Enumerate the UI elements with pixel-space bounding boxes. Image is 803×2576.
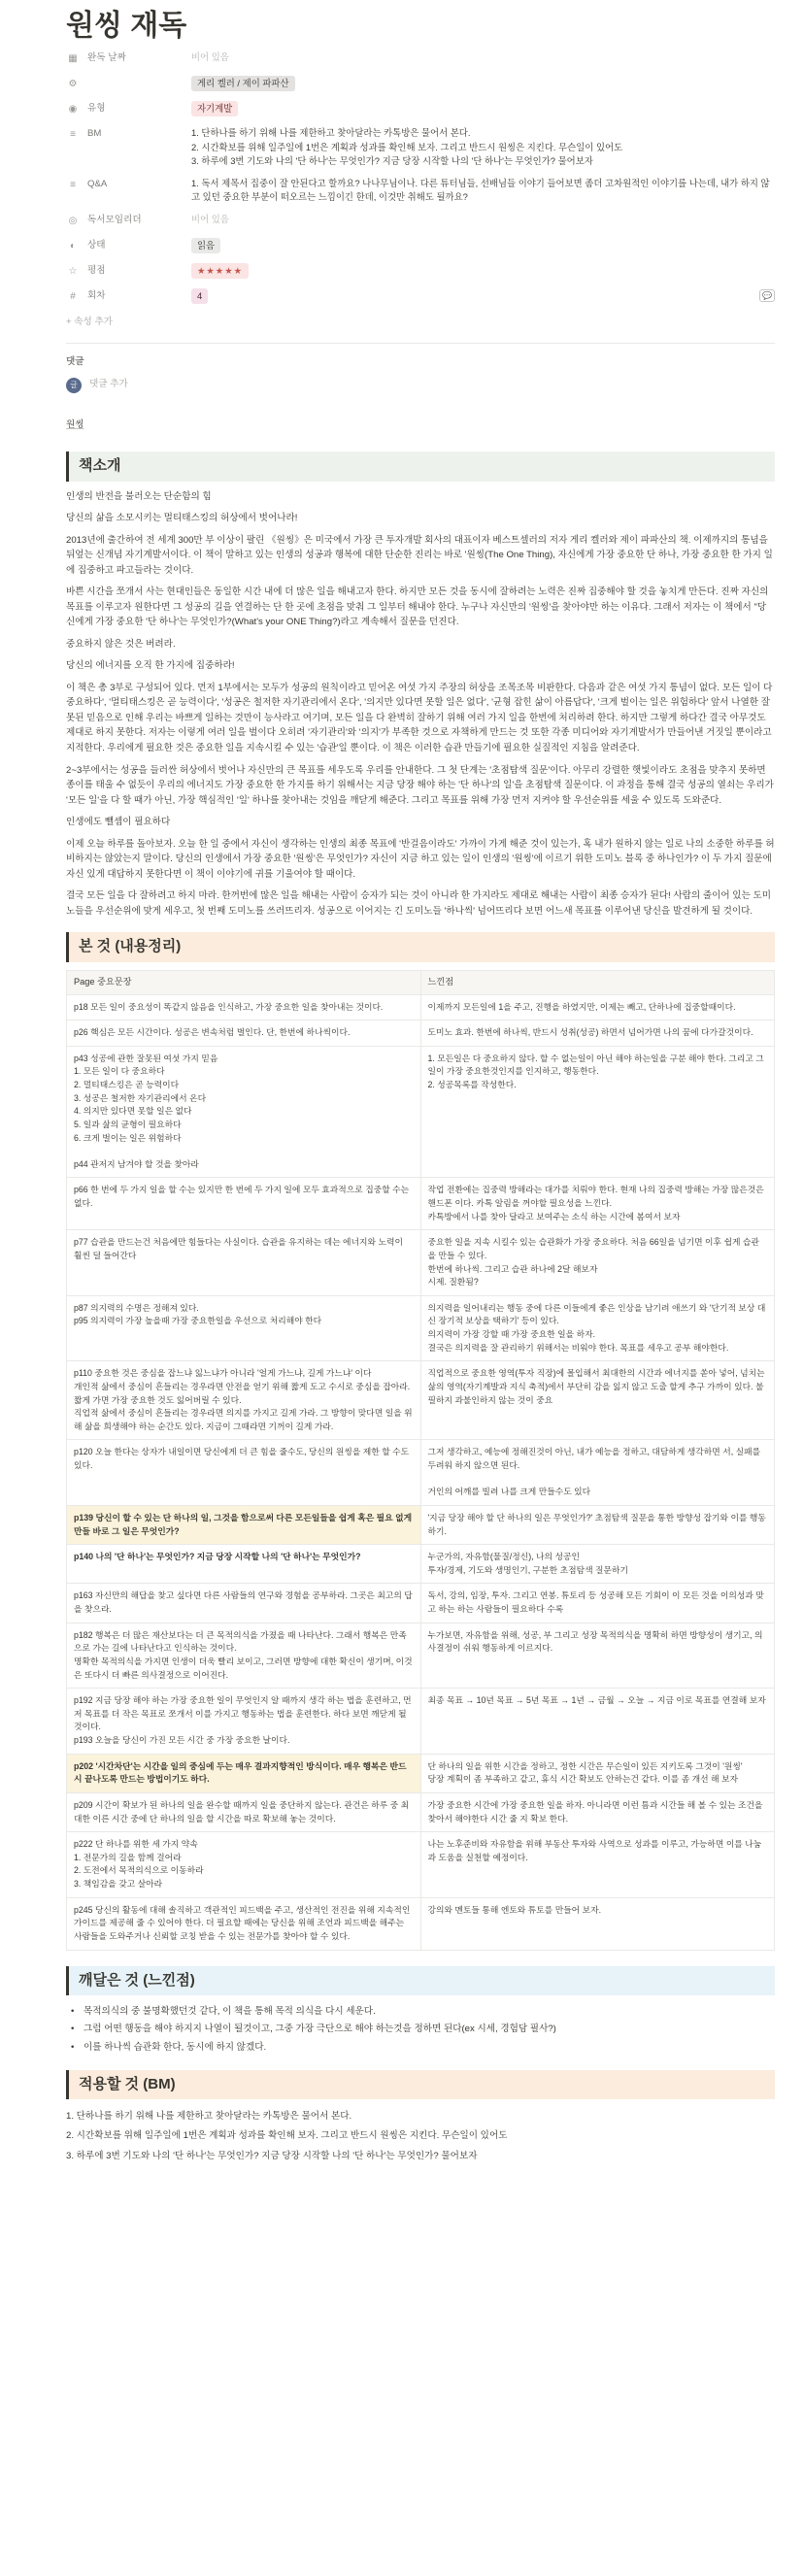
table-row xyxy=(67,1545,775,1584)
reflection-cell: 의지력을 일어내리는 행동 중에 다른 이들에게 좋은 인상을 남기려 애쓰기 와 '단기적 보상 대신 장기적 보상을 택하기' 등이 있다. 의지력이 가장 강할 때 가장 중요한 일을 하자. 결국은 의지력을 잘 관리하기 위해서는 비워야 한다. 목표를 세우고 공부 해야한다. xyxy=(420,1295,775,1361)
table-row xyxy=(67,1361,775,1440)
realized-list xyxy=(66,2003,775,2057)
property-line: 1. 독서 제목서 집중이 잘 안된다고 할까요? 나나무님이나. 다른 튜터님들, 선배님들 이야기 들어보면 좀더 고차원적인 이야기를 나는데, 내가 하지 않고 있던 중요한 부분이 떠오르는 느낌이긴 한데, 이것만 취해도 될까요? xyxy=(191,177,770,203)
paragraph: 2~3부에서는 성공을 들러싼 허상에서 벗어나 자신만의 큰 목표를 세우도록 우리를 안내한다. 그 첫 단계는 '초점탐색 질문'이다. 아무리 강렬한 햇빛이라도 초점을 맞추지 못하면 종이를 태울 수 없듯이 우리의 에너지도 가장 중요한 한 가지를 하기 위해서는 지금 당장 해야 하는 '단 하나'의 일'을 초점탐색 질문이다. 이 과정을 통해 결국 성공의 열쇠는 우리가 '모든 일'을 다 할 때가 아닌, 가장 핵심적인 '일' 하나를 찾아내는 것임을 깨닫게 해준다. 그리고 목표를 위해 가장 먼저 지켜야 할 우선순위를 세울 수 있도록 도와준다. xyxy=(66,764,774,806)
page-quote-cell: p77 습관을 만드는건 처음에만 힘들다는 사실이다. 습관을 유지하는 데는 에너지와 노력이 훨씬 덜 들어간다 xyxy=(67,1230,421,1296)
add-property-button[interactable]: + 속성 추가 xyxy=(66,316,114,327)
property-label: 회차 xyxy=(87,290,106,302)
page-quote-cell: p192 지금 당장 해야 하는 가장 중요한 일이 무엇인지 알 때까지 생각 하는 법을 훈련하고, 먼저 목표를 더 작은 목표로 쪼개서 이를 가지고 행동하는 법을 훈련한다. 하다 보면 깨닫게 될 것이다. p193 오늘을 당신이 가진 모든 시간 중 가장 중요한 날이다. xyxy=(67,1689,421,1755)
list-item: • 목적의식의 중 불명확했던것 같다, 이 책을 통해 목적 의식을 다시 세운다. xyxy=(66,2003,775,2021)
reflection-cell: 중요한 일을 지속 시킬수 있는 습관화가 가장 중요하다. 처음 66일을 넘기면 이후 쉽게 습관을 만들 수 있다. 한번에 하나씩. 그리고 습관 하나에 2달 해보자 시제. 질환됨? xyxy=(420,1230,775,1296)
page-link[interactable] xyxy=(66,418,775,432)
page-quote-cell: p182 행복은 더 많은 재산보다는 더 큰 목적의식을 가졌을 때 나타난다. 그래서 행복은 만족으로 가는 길에 나타난다고 인식하는 것이다. 명확한 목적의식을 가지면 인생이 더욱 빨리 보이고, 그러면 방향에 대한 확신이 생기며, 이것은 또다시 더 빠른 의사결정으로 이어진다. xyxy=(67,1623,421,1689)
property-key xyxy=(66,288,191,304)
property-row[interactable] xyxy=(66,234,775,259)
column-header: 느낀점 xyxy=(420,970,775,994)
page-quote-cell: p43 성공에 관한 잘못된 여섯 가지 믿음 1. 모든 일이 다 중요하다 2. 멀티태스킹은 곧 능력이다 3. 성공은 철저한 자기관리에서 온다 4. 의지만 있다면 못할 일은 없다 5. 일과 삶의 균형이 필요하다 6. 크게 벌이는 일은 위험하다 p44 관저지 남겨야 할 것을 찾아라 xyxy=(67,1046,421,1178)
property-label: 유형 xyxy=(87,103,106,115)
page-quote-cell: p163 자신만의 해답을 찾고 싶다면 다른 사람들의 연구와 경험을 공부하라. 그곳은 최고의 답을 찾으라. xyxy=(67,1584,421,1623)
apply-list xyxy=(66,2107,775,2165)
list-item: 3. 하루에 3번 기도와 나의 '단 하나'는 무엇인가? 지금 당장 시작할 나의 '단 하나'는 무엇인가? 물어보자 xyxy=(66,2150,478,2161)
section-intro-body xyxy=(66,489,775,920)
property-key xyxy=(66,126,191,142)
table-row xyxy=(67,1832,775,1898)
table-row xyxy=(67,1046,775,1178)
property-row[interactable] xyxy=(66,47,775,72)
paragraph: 이 책은 총 3부로 구성되어 있다. 먼저 1부에서는 모두가 성공의 원칙이라고 믿어온 여섯 가지 주장의 허상을 조목조목 비판한다. 다음과 같은 여섯 가지 통념이 없다. 모든 일이 다 중요하다', '멀티태스킹은 곧 능력이다', '성공은 철저한 자기관리에서 온다', '의지만 있다면 못할 일은 없다', '균형 잡힌 삶이 아름답다', '크게 벌이는 일은 위험하다' 앞서 나열한 잘못된 믿음으로 인해 우리는 바쁘게 일하는 것만이 능사라고 여기며, 모든 일을 다 완벽히 잘하기 위해 여러 가지 일을 한번에 처리하려 한다. 하지만 그렇게 하다간 결국 아무것도 제대로 하지 못한다. 저자는 이렇게 여러 일을 벌이다 오히려 '자기관리'와 '의지'가 부족한 것으로 자책하게 만드는 것 또한 각종 미디어와 자기계발서가 만들어낸 거짓일 뿐이라고 지적한다. 우리에게 필요한 것은 중요한 일을 지속시킬 수 있는 '습관'일 뿐이다. 이 책은 이러한 습관 만들기에 필요한 실질적인 지침을 알려준다. xyxy=(66,682,773,753)
table-row xyxy=(67,1178,775,1230)
properties xyxy=(66,47,775,310)
property-value[interactable] xyxy=(191,76,775,91)
divider xyxy=(66,343,775,344)
list-item: • 이를 하나씩 습관화 한다, 동시에 하지 않겠다. xyxy=(66,2039,775,2057)
paragraph: 당신의 삶을 소모시키는 멀티태스킹의 허상에서 벗어나라! xyxy=(66,513,298,524)
property-key xyxy=(66,263,191,279)
property-key xyxy=(66,50,191,66)
property-value[interactable] xyxy=(191,238,775,253)
property-key xyxy=(66,213,191,228)
reflection-cell: 누가보면, 자유함을 위해, 성공, 부 그리고 성장 목적의식을 명확히 하면 방향성이 생기고, 의사결정이 쉬워 행동하게 이르지다. xyxy=(420,1623,775,1689)
table-row xyxy=(67,1440,775,1506)
page-quote-cell: p245 당신의 활동에 대해 솔직하고 객관적인 피드백을 주고, 생산적인 전진을 위해 지속적인 가이드를 제공해 줄 수 있어야 한다. 더 필요할 때에는 당신을 위해 조언과 피드백을 해주는 사람들을 도와주거나 신뢰할 코칭 받을 수 있는 전문가를 찾아야 할 수 있다. xyxy=(67,1897,421,1950)
reflection-cell: 단 하나의 일을 위한 시간을 정하고, 정한 시간은 무슨일이 있든 지키도록 그것이 '원씽' 당장 계획이 좀 부족하고 같고, 휴식 시간 확보도 안하는건 같다. 이를 좀 개선 해 보자 xyxy=(420,1754,775,1792)
page-quote-cell: p120 오늘 한다는 상자가 내일이면 당신에게 더 큰 힘을 줄수도, 당신의 원씽을 제한 할 수도 있다. xyxy=(67,1440,421,1506)
paragraph: 인생에도 뺄셈이 필요하다 xyxy=(66,817,171,828)
property-value[interactable]: 비어 있음 xyxy=(191,51,229,62)
add-comment-input[interactable] xyxy=(66,378,775,393)
status-icon: ◐ xyxy=(69,240,77,251)
reflection-cell: 도미노 효과. 한번에 하나씩, 반드시 성취(성공) 하면서 넘어가면 나의 꿈에 다가갈것이다. xyxy=(420,1020,775,1047)
property-key xyxy=(66,238,191,253)
calendar-icon: ▦ xyxy=(68,53,78,64)
section-notes-heading: 본 것 (내용정리) xyxy=(66,932,775,962)
page-quote-cell: p110 중요한 것은 중심을 잡느냐 잃느냐가 아니라 '얼게 가느냐, 길게 가느냐' 이다 개인적 삶에서 중심이 흔들리는 경우라면 안전을 얻기 위해 짧게 도고 수시로 중심을 잡아라. 짧게 가면 가장 중요한 것도 잃어버릴 수 있다. 직업적 삶에서 중심이 흔들리는 경우라면 의지를 가지고 길게 가라. 그 방향이 맞다면 일을 위해 삶을 희생해야 하는 순간도 있다. 지금이 그때라면 기꺼이 길게 가라. xyxy=(67,1361,421,1440)
property-chip: 게리 켈러 / 제이 파파산 xyxy=(191,76,295,91)
property-row[interactable] xyxy=(66,209,775,234)
property-row[interactable] xyxy=(66,72,775,97)
reflection-cell: 강의와 멘토들 통해 엔토와 튜토를 만들어 보자. xyxy=(420,1897,775,1950)
reflection-cell: 1. 모든일은 다 중요하지 않다. 할 수 없는일이 아닌 해야 하는일을 구분 해야 한다. 그리고 그 일이 가장 중요한것인지를 인지하고, 행동한다. 2. 성공목록를 작성한다. xyxy=(420,1046,775,1178)
property-lines xyxy=(191,126,775,169)
reflection-cell: 나는 노후준비와 자유함을 위해 부동산 투자와 사역으로 성과를 이루고, 가능하면 이를 나눔과 도움을 실천할 예정이다. xyxy=(420,1832,775,1898)
table-row xyxy=(67,1754,775,1792)
paragraph: 인생의 반전을 불러오는 단순함의 힘 xyxy=(66,490,212,502)
property-row[interactable] xyxy=(66,97,775,122)
property-label: 상태 xyxy=(87,240,106,251)
section-realized-heading: 깨달은 것 (느낀점) xyxy=(66,1966,775,1996)
table-row xyxy=(67,1792,775,1831)
reflection-cell: 그저 생각하고, 예능에 정해진것이 아닌, 내가 예능을 정하고, 대담하게 생각하면 서, 실패를 두려워 하지 않으면 된다. 거인의 어깨를 빌려 나를 크게 만들수도 있다 xyxy=(420,1440,775,1506)
reflection-cell: 독서, 강의, 임장, 투자. 그리고 연봉. 튜토리 등 성공해 모든 기회이 이 모든 것을 이의성과 맞고 하는 하는 사람들이 필요하다 수록 xyxy=(420,1584,775,1623)
property-chip: 읽음 xyxy=(191,238,220,253)
person-icon: ◎ xyxy=(68,215,78,226)
property-chip: 4 xyxy=(191,288,208,304)
reflection-cell: 이제까지 모든일에 1을 주고, 진행을 하였지만, 이제는 빼고, 단하나에 집중할때이다. xyxy=(420,994,775,1020)
property-row[interactable] xyxy=(66,122,775,173)
table-row xyxy=(67,994,775,1020)
table-row xyxy=(67,1689,775,1755)
book-link[interactable]: 원씽 xyxy=(66,418,84,430)
property-line: 2. 시간확보를 위해 일주일에 1번은 계획과 성과를 확인해 보자. 그리고 반드시 원씽은 지킨다. 무슨일이 있어도 xyxy=(191,141,623,152)
page-quote-cell: p222 단 하나를 위한 세 가지 약속 1. 전문가의 길을 함께 걸어라 2. 도전에서 목적의식으로 이동하라 3. 책임감을 갖고 살아라 xyxy=(67,1832,421,1898)
paragraph: 이제 오늘 하루를 돌아보자. 오늘 한 일 중에서 자신이 생각하는 인생의 최종 목표에 '반걸음이라도' 가까이 가게 해준 것이 있는가, 혹 내가 원하지 않는 일로 나의 소중한 하루를 허비하지는 않았는지 말이다. 당신의 인생에서 가장 중요한 '원씽'은 무엇인가? 자신이 지금 하고 있는 일이 인생의 '원씽'에 이르기 위한 도미노 블록 중 하나인가? 이 두 가지 질문에 자신 있게 대답하지 못한다면 이 책이 이야기에 귀를 기울여야 할 때이다. xyxy=(66,838,775,880)
page-quote-cell: p209 시간이 확보가 된 하나의 일을 완수할 때까지 일을 중단하지 않는다. 관건은 하루 중 최대한 이른 시간 중에 단 하나의 일을 할 시간을 따로 확보해 놓는 것이다. xyxy=(67,1792,421,1831)
column-header: Page 중요문장 xyxy=(67,970,421,994)
reflection-cell: 작업 전환에는 집중력 방해라는 대가를 치뤄야 한다. 현재 나의 집중력 방해는 가장 많은것은 핸드폰 이다. 카톡 알림을 꺼야할 필요성을 느낀다. 카톡방에서 나를 찾아 달라고 보여주는 소식 하는 시간에 봄여서 보자 xyxy=(420,1178,775,1230)
property-value[interactable] xyxy=(191,288,775,304)
property-label: 평점 xyxy=(87,265,106,277)
property-label: 완독 날짜 xyxy=(87,52,126,64)
page-quote-cell: p140 나의 '단 하나'는 무엇인가? 지금 당장 시작할 나의 '단 하나'는 무엇인가? xyxy=(67,1545,421,1584)
table-row xyxy=(67,1230,775,1296)
property-row[interactable] xyxy=(66,259,775,284)
comments-title: 댓글 xyxy=(66,356,84,368)
reflection-cell: 가장 중요한 시간에 가장 중요한 일을 하자. 아니라면 이런 틈과 시간들 해 볼 수 있는 조건을 찾아서 해야한다 시간 줄 지 확보 한다. xyxy=(420,1792,775,1831)
property-key xyxy=(66,101,191,117)
property-key xyxy=(66,177,191,192)
page-quote-cell: p87 의지력의 수명은 정해져 있다. p95 의지력이 가장 높을때 가장 중요한일을 우선으로 처리해야 한다 xyxy=(67,1295,421,1361)
table-row xyxy=(67,1584,775,1623)
property-label: BM xyxy=(87,128,102,140)
list-icon: ≡ xyxy=(70,179,76,190)
property-label: Q&A xyxy=(87,179,108,190)
table-row xyxy=(67,1295,775,1361)
reflection-cell: 직업적으로 중요한 영역(투자 직장)에 몰입해서 최대한의 시간과 에너지를 쏟아 넣어, 넘치는 삶의 영역(자기계발과 지식 축적)에서 부단히 감을 잃지 않고 도출 할게 추구 가까이 있다. 불필하지 과불인하지 않는 것이 중요 xyxy=(420,1361,775,1440)
property-chip: 자기계발 xyxy=(191,101,238,117)
hash-icon: # xyxy=(70,290,76,302)
page-quote-cell: p18 모든 일이 중요성이 똑같지 않음을 인식하고, 가장 중요한 일을 찾아내는 것이다. xyxy=(67,994,421,1020)
property-lines xyxy=(191,177,775,205)
property-value[interactable] xyxy=(191,263,775,279)
reflection-cell: 최종 목표 → 10년 목표 → 5년 목표 → 1년 → 금월 → 오늘 → 지금 이로 목표를 연결해 보자 xyxy=(420,1689,775,1755)
list-icon: ≡ xyxy=(70,129,76,140)
page-quote-cell: p139 당신이 할 수 있는 단 하나의 일, 그것을 함으로써 다른 모든일들을 쉽게 혹은 필요 없게 만들 바로 그 일은 무엇인가? xyxy=(67,1505,421,1544)
table-row xyxy=(67,1505,775,1544)
paragraph: 2013년에 출간하여 전 세계 300만 부 이상이 팔린 《원씽》은 미국에서 가장 큰 투자개발 회사의 대표이자 베스트셀러의 저자 게리 켈러와 제이 파파산의 책. 이제까지의 통념을 뒤엎는 신개념 자기계발서이다. 이 책이 말하고 있는 인생의 성공과 행복에 대한 단순한 진리는 바로 '원씽(The One Thing), 자신에게 가장 중요한 단 하나, 가장 중요한 한 가지 일에 집중하고 파고들라는 것이다. xyxy=(66,534,773,576)
reflection-cell: '지금 당장 해야 할 단 하나의 일은 무엇인가?' 초점탐색 질문을 통한 방향성 잡기와 이를 행동하기. xyxy=(420,1505,775,1544)
property-label: 독서모임리더 xyxy=(87,215,142,226)
section-intro-heading: 책소개 xyxy=(66,452,775,482)
property-line: 1. 단하나를 하기 위해 나를 제한하고 찾아달라는 카톡방은 물어서 본다. xyxy=(191,127,471,138)
table-row xyxy=(67,1623,775,1689)
property-key xyxy=(66,76,191,91)
table-header-row xyxy=(67,970,775,994)
tag-icon: ◉ xyxy=(68,104,78,115)
paragraph: 바쁜 시간을 쪼개서 사는 현대인들은 동일한 시간 내에 더 많은 일을 해내고자 한다. 하지만 모든 것을 동시에 잘하려는 노력은 진짜 집중해야 할 것을 놓치게 만든다. 진짜 자신의 목표를 이루고자 원한다면 그 성공의 길을 연결하는 단 한 곳에 초점을 맞춰 그 일부터 해내야 한다. 누구나 자신만의 '원씽'을 찾아야만 하는 이유다. 그래서 저자는 이 책에서 "당신에게 가장 중요한 '단 하나'는 무엇인가?(What's your ONE Thing?)라고 계속해서 질문을 던진다. xyxy=(66,586,769,628)
page-quote-cell: p66 한 번에 두 가지 일을 할 수는 있지만 한 번에 두 가지 일에 모두 효과적으로 집중할 수는 없다. xyxy=(67,1178,421,1230)
paragraph: 중요하지 않은 것은 버려라. xyxy=(66,638,176,650)
property-line: 3. 하루에 3번 기도와 나의 '단 하나'는 무엇인가? 지금 당장 시작할 나의 '단 하나'는 무엇인가? 물어보자 xyxy=(191,155,593,167)
reflection-cell: 누군가의, 자유함(물질/정신), 나의 성공인 투자/경제, 기도와 생명인기, 구분한 초점탐색 질문하기 xyxy=(420,1545,775,1584)
table-row xyxy=(67,1897,775,1950)
page-quote-cell: p26 핵심은 모든 시간이다. 성공은 변속처럼 벌인다. 단, 한번에 하나씩이다. xyxy=(67,1020,421,1047)
paragraph: 결국 모든 일을 다 잘하려고 하지 마라. 한꺼번에 많은 일을 해내는 사람이 승자가 되는 것이 아니라 한 가지라도 제대로 해내는 사람이 최종 승자가 된다! 사람의 줄이어 있는 도미노들을 우선순위에 맞게 세우고, 첫 번째 도미노를 쓰러뜨리자. 성공으로 이어지는 긴 도미노들 '하나씩' 넘어뜨리다 보면 어느새 목표를 이루어낸 당신을 발견하게 될 것이다. xyxy=(66,890,772,917)
property-row[interactable] xyxy=(66,173,775,209)
comments-section xyxy=(66,355,775,392)
property-value[interactable] xyxy=(191,101,775,117)
page-quote-cell: p202 '시간차단'는 시간을 일의 중심에 두는 매우 결과지향적인 방식이다. 매우 행복은 반드시 끝나도록 만드는 방법이기도 하다. xyxy=(67,1754,421,1792)
property-value[interactable] xyxy=(191,126,775,169)
property-chip: ★★★★★ xyxy=(191,263,249,279)
property-row[interactable] xyxy=(66,284,775,310)
paragraph: 당신의 에너지를 오직 한 가지에 집중하라! xyxy=(66,660,235,672)
list-item: • 그럼 어떤 행동을 해야 하지지 나열이 될것이고, 그중 가장 극단으로 해야 하는것을 정하면 된다(ex 시세, 경험담 필사?) xyxy=(66,2021,775,2038)
gear-icon: ⚙ xyxy=(68,79,78,89)
page-title: 원씽 재독 xyxy=(66,10,187,42)
star-icon: ☆ xyxy=(68,265,78,277)
list-item: 1. 단하나를 하기 위해 나를 제한하고 찾아달라는 카톡방은 물어서 본다. xyxy=(66,2111,352,2123)
table-row xyxy=(67,1020,775,1047)
comment-placeholder: 댓글 추가 xyxy=(89,379,128,390)
notes-table xyxy=(66,970,775,1951)
property-value[interactable] xyxy=(191,177,775,205)
section-apply-heading: 적용할 것 (BM) xyxy=(66,2070,775,2100)
list-item: 2. 시간확보를 위해 일주일에 1번은 계획과 성과를 확인해 보자. 그리고 반드시 원씽은 지킨다. 무슨일이 있어도 xyxy=(66,2130,508,2142)
avatar: 글 xyxy=(66,378,82,393)
property-value[interactable]: 비어 있음 xyxy=(191,213,229,224)
comment-icon[interactable]: 💬 xyxy=(759,289,775,302)
